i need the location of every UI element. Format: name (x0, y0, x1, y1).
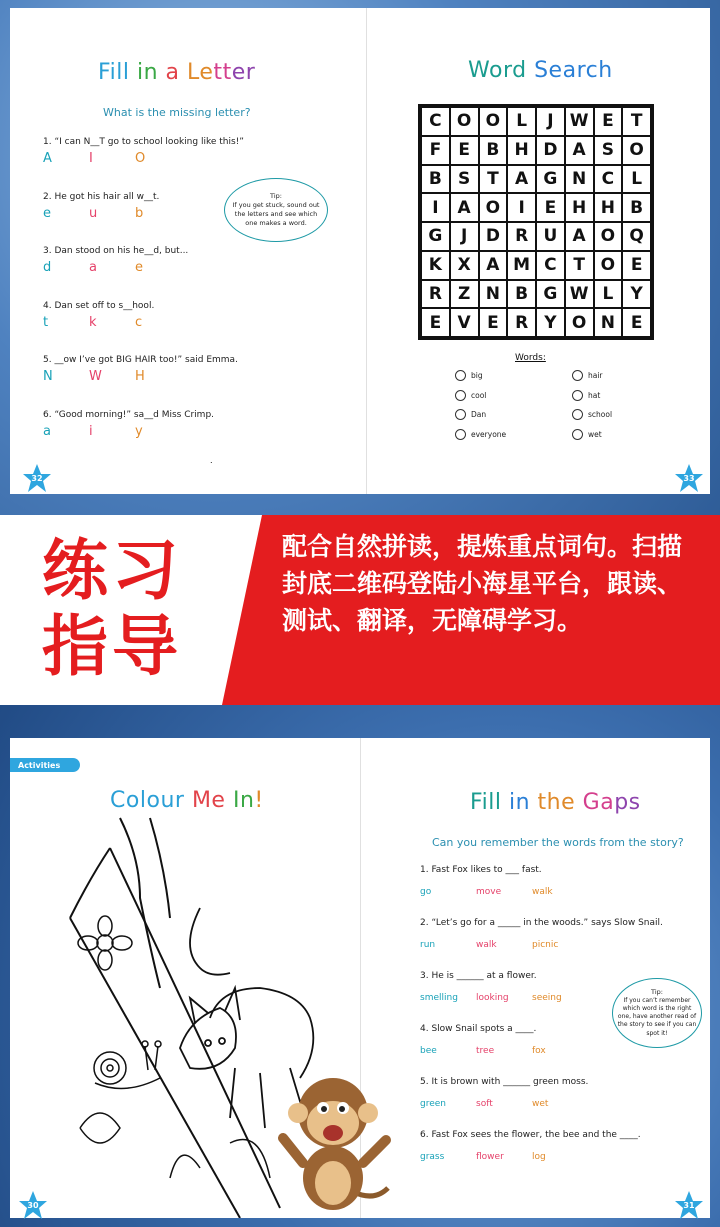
word-item[interactable] (572, 390, 600, 401)
question-text: 5. __ow I’ve got BIG HAIR too!” said Emma. (43, 355, 238, 365)
top-book-spread (10, 8, 710, 494)
grid-cell[interactable]: G (536, 280, 565, 309)
grid-cell[interactable]: I (507, 193, 536, 222)
answer-option[interactable]: c (135, 314, 143, 330)
title-letter: a (562, 58, 577, 83)
grid-cell[interactable]: O (594, 222, 623, 251)
grid-cell[interactable]: D (479, 222, 508, 251)
answer-option[interactable]: soft (476, 1099, 493, 1109)
tip-label: Tip: (651, 988, 663, 997)
monkey-icon (278, 1068, 396, 1218)
answer-option[interactable]: seeing (532, 993, 562, 1003)
answer-option[interactable]: looking (476, 993, 509, 1003)
question-text: 1. Fast Fox likes to ___ fast. (420, 865, 542, 875)
title-letter: r (576, 58, 586, 83)
grid-cell[interactable]: E (450, 136, 479, 165)
checkbox-circle[interactable] (455, 429, 466, 440)
answer-option[interactable]: e (43, 205, 51, 221)
title-letter: I (232, 788, 240, 813)
page-number-text: 31 (683, 1200, 695, 1210)
title-letter (180, 60, 188, 85)
title-letter: t (213, 60, 223, 85)
word-item[interactable] (455, 370, 483, 381)
title-letter: M (191, 788, 212, 813)
title-letter: t (537, 790, 547, 815)
question-text: 2. “Let’s go for a _____ in the woods.” says Slow Snail. (420, 918, 663, 928)
grid-cell[interactable]: E (536, 193, 565, 222)
grid-cell[interactable]: S (450, 165, 479, 194)
word-search-title (468, 58, 613, 83)
grid-cell[interactable]: K (421, 251, 450, 280)
answer-options (420, 940, 588, 950)
word-label: hat (588, 390, 601, 400)
grid-cell[interactable]: B (507, 280, 536, 309)
title-letter: l (488, 790, 495, 815)
title-letter (527, 58, 535, 83)
grid-cell[interactable]: B (421, 165, 450, 194)
grid-cell[interactable]: N (479, 280, 508, 309)
grid-cell[interactable]: A (565, 222, 594, 251)
tip-bubble (612, 978, 702, 1048)
banner-description: 配合自然拼读，提炼重点词句。扫描封底二维码登陆小海星平台，跟读、测试、翻译，无障碍学习。 (282, 532, 683, 635)
word-item[interactable] (455, 409, 486, 420)
answer-option[interactable]: t (43, 314, 49, 330)
grid-cell[interactable]: A (479, 251, 508, 280)
gaps-subtitle: Can you remember the words from the story? (432, 836, 684, 849)
grid-cell[interactable]: Y (536, 308, 565, 337)
grid-cell[interactable]: F (421, 136, 450, 165)
fill-in-a-letter-title (98, 60, 255, 85)
title-letter: s (628, 790, 641, 815)
answer-option[interactable]: N (43, 369, 53, 384)
title-letter: n (515, 790, 531, 815)
grid-cell[interactable]: T (622, 107, 651, 136)
answer-option[interactable]: grass (420, 1152, 445, 1162)
page-number-text: 33 (683, 473, 695, 483)
title-letter: a (600, 790, 615, 815)
grid-cell[interactable]: O (479, 107, 508, 136)
title-letter: e (561, 790, 576, 815)
grid-cell[interactable]: D (536, 136, 565, 165)
grid-cell[interactable]: H (507, 136, 536, 165)
answer-options (420, 1046, 588, 1056)
title-letter: F (98, 60, 110, 85)
grid-cell[interactable]: L (594, 280, 623, 309)
answer-option[interactable]: y (135, 423, 143, 439)
word-label: school (588, 410, 613, 419)
grid-cell[interactable]: A (565, 136, 594, 165)
title-letter: n (143, 60, 159, 85)
grid-cell[interactable]: I (421, 193, 450, 222)
title-letter: u (160, 788, 175, 813)
answer-options (43, 206, 181, 221)
answer-option[interactable]: O (135, 151, 146, 166)
title-letter: L (187, 60, 200, 85)
title-letter (158, 60, 166, 85)
flower-icon (78, 916, 132, 970)
answer-option[interactable]: flower (476, 1152, 504, 1162)
title-letter: S (534, 58, 549, 83)
question-text: 4. Dan set off to s__hool. (43, 300, 155, 311)
checkbox-circle[interactable] (455, 409, 466, 420)
grid-cell[interactable]: V (450, 308, 479, 337)
grid-cell[interactable]: W (565, 280, 594, 309)
grid-cell[interactable]: R (421, 280, 450, 309)
grid-cell[interactable]: G (421, 222, 450, 251)
word-label: cool (471, 390, 487, 400)
grid-cell[interactable]: O (565, 308, 594, 337)
answer-options (420, 887, 588, 897)
answer-options (43, 424, 181, 439)
answer-option[interactable]: e (135, 260, 143, 275)
bottom-book-spread (10, 738, 710, 1218)
activities-tab[interactable]: Activities (10, 758, 80, 772)
word-label: wet (588, 429, 602, 439)
answer-option[interactable]: walk (476, 940, 497, 950)
title-letter: i (481, 790, 489, 815)
answer-option[interactable]: u (89, 205, 98, 221)
fill-in-the-gaps-title (470, 790, 641, 815)
title-letter: o (125, 788, 140, 813)
answer-option[interactable]: smelling (420, 993, 458, 1003)
title-letter: o (488, 58, 503, 83)
title-letter: a (165, 60, 180, 85)
answer-options (43, 369, 181, 384)
snail-icon (94, 1041, 161, 1088)
grid-cell[interactable]: C (594, 165, 623, 194)
title-letter: i (508, 790, 516, 815)
grid-cell[interactable]: O (594, 251, 623, 280)
word-item[interactable] (572, 409, 612, 420)
answer-option[interactable]: tree (476, 1046, 495, 1056)
title-letter: h (598, 58, 613, 83)
grid-cell[interactable]: Y (622, 280, 651, 309)
word-label: big (471, 371, 483, 380)
grid-cell[interactable]: A (450, 193, 479, 222)
tip-bubble (224, 178, 328, 242)
page-number-31 (674, 1190, 704, 1220)
book-spine (366, 8, 367, 494)
title-letter: i (109, 60, 117, 85)
title-letter: r (502, 58, 513, 83)
checkbox-circle[interactable] (572, 429, 583, 440)
title-letter: ! (254, 788, 264, 813)
grid-cell[interactable]: C (536, 251, 565, 280)
grid-cell[interactable]: U (536, 222, 565, 251)
grid-cell[interactable]: T (565, 251, 594, 280)
answer-option[interactable]: go (420, 887, 432, 897)
answer-option[interactable]: fox (532, 1046, 546, 1056)
grid-cell[interactable]: Q (622, 222, 651, 251)
grid-cell[interactable]: J (450, 222, 479, 251)
answer-options (43, 315, 181, 330)
answer-option[interactable]: W (89, 369, 102, 384)
grid-cell[interactable]: E (622, 251, 651, 280)
title-letter: l (494, 790, 502, 815)
leaves-icon (80, 1113, 270, 1178)
banner-heading-line1: 练习 (42, 532, 182, 609)
checkbox-circle[interactable] (455, 390, 466, 401)
title-letter: e (231, 60, 246, 85)
title-letter: l (122, 60, 130, 85)
answer-options (43, 260, 181, 275)
word-search-grid (418, 104, 654, 340)
grid-cell[interactable]: N (594, 308, 623, 337)
page-number-text: 30 (27, 1200, 39, 1210)
grid-cell[interactable]: R (507, 308, 536, 337)
checkbox-circle[interactable] (572, 409, 583, 420)
answer-options (420, 993, 588, 1003)
grid-cell[interactable]: A (507, 165, 536, 194)
grid-cell[interactable]: E (479, 308, 508, 337)
grid-cell[interactable]: N (565, 165, 594, 194)
answer-options (43, 151, 181, 166)
tip-text: If you can’t remember which word is the right one, have another read of the story to see if you can spot it! (617, 997, 697, 1037)
grid-cell[interactable]: J (536, 107, 565, 136)
title-letter: n (239, 788, 255, 813)
answer-option[interactable]: walk (532, 887, 553, 897)
title-letter: G (582, 790, 601, 815)
tip-text: If you get stuck, sound out the letters and see which one makes a word. (232, 201, 320, 227)
question-text: 2. He got his hair all w__t. (43, 191, 160, 202)
title-letter (129, 60, 137, 85)
word-label: Dan (471, 410, 487, 419)
answer-option[interactable]: picnic (532, 940, 559, 950)
title-letter: e (548, 58, 563, 83)
answer-option[interactable]: H (135, 369, 145, 384)
title-letter (501, 790, 509, 815)
checkbox-circle[interactable] (455, 370, 466, 381)
page-number-30 (18, 1190, 48, 1220)
title-letter: F (470, 790, 482, 815)
answer-option[interactable]: wet (532, 1099, 549, 1109)
title-letter: e (211, 788, 226, 813)
word-item[interactable] (455, 390, 486, 401)
question-text: 6. Fast Fox sees the flower, the bee and the ____. (420, 1130, 641, 1140)
answer-option[interactable]: I (89, 151, 93, 166)
grid-cell[interactable]: L (507, 107, 536, 136)
question-text: 3. Dan stood on his he__d, but... (43, 246, 189, 256)
question-text: 6. “Good morning!” sa__d Miss Crimp. (43, 409, 215, 420)
word-label: hair (588, 371, 603, 380)
grid-cell[interactable]: O (622, 136, 651, 165)
missing-letter-subtitle: What is the missing letter? (103, 106, 251, 119)
answer-option[interactable]: green (420, 1099, 446, 1109)
word-item[interactable] (572, 370, 603, 381)
grid-cell[interactable]: Z (450, 280, 479, 309)
answer-option[interactable]: d (43, 260, 52, 275)
word-item[interactable] (572, 429, 602, 440)
grid-cell[interactable]: O (450, 107, 479, 136)
banner-heading-line2: 指导 (42, 608, 182, 685)
title-letter: i (136, 60, 144, 85)
question-text: 3. He is ______ at a flower. (420, 971, 537, 981)
title-letter: l (116, 60, 123, 85)
answer-option[interactable]: k (89, 314, 97, 330)
grid-cell[interactable]: H (594, 193, 623, 222)
grid-cell[interactable]: L (622, 165, 651, 194)
question-text: 4. Slow Snail spots a ____. (420, 1024, 537, 1034)
grid-cell[interactable]: B (622, 193, 651, 222)
answer-option[interactable]: a (89, 260, 97, 275)
grid-cell[interactable]: R (507, 222, 536, 251)
title-letter (575, 790, 583, 815)
answer-option[interactable]: run (420, 940, 436, 950)
grid-cell[interactable]: E (421, 308, 450, 337)
answer-option[interactable]: a (43, 423, 51, 439)
grid-cell[interactable]: O (479, 193, 508, 222)
title-letter: e (199, 60, 214, 85)
stray-dot: . (210, 456, 213, 465)
title-letter: o (146, 788, 161, 813)
answer-option[interactable]: move (476, 887, 502, 897)
title-letter (530, 790, 538, 815)
title-letter: C (110, 788, 126, 813)
answer-option[interactable]: b (135, 205, 144, 221)
title-letter: t (222, 60, 232, 85)
grid-cell[interactable]: E (622, 308, 651, 337)
title-letter: r (174, 788, 185, 813)
question-text: 1. “I can N__T go to school looking like this!” (43, 137, 244, 147)
checkbox-circle[interactable] (572, 390, 583, 401)
grid-cell[interactable]: E (594, 107, 623, 136)
page-number-33 (674, 463, 704, 493)
grid-cell[interactable]: T (479, 165, 508, 194)
word-item[interactable] (455, 429, 506, 440)
grid-cell[interactable]: M (507, 251, 536, 280)
title-letter: d (512, 58, 527, 83)
title-letter: h (546, 790, 562, 815)
words-heading: Words: (515, 353, 546, 363)
answer-option[interactable]: bee (420, 1046, 437, 1056)
grid-cell[interactable]: X (450, 251, 479, 280)
answer-options (420, 1152, 588, 1162)
word-label: everyone (471, 429, 507, 439)
grid-cell[interactable]: H (565, 193, 594, 222)
grid-cell[interactable]: C (421, 107, 450, 136)
grid-cell[interactable]: G (536, 165, 565, 194)
page-number-text: 32 (31, 473, 43, 483)
answer-option[interactable]: log (532, 1152, 546, 1162)
question-text: 5. It is brown with ______ green moss. (420, 1077, 589, 1087)
answer-option[interactable]: A (43, 151, 52, 166)
title-letter: r (245, 60, 256, 85)
page-number-32 (22, 463, 52, 493)
title-letter: c (585, 58, 599, 83)
title-letter: W (468, 58, 489, 83)
grid-cell[interactable]: W (565, 107, 594, 136)
tip-label: Tip: (270, 192, 282, 201)
grid-cell[interactable]: S (594, 136, 623, 165)
answer-option[interactable]: i (89, 423, 93, 439)
grid-cell[interactable]: B (479, 136, 508, 165)
checkbox-circle[interactable] (572, 370, 583, 381)
title-letter: p (614, 790, 629, 815)
answer-options (420, 1099, 588, 1109)
title-letter: l (139, 788, 147, 813)
